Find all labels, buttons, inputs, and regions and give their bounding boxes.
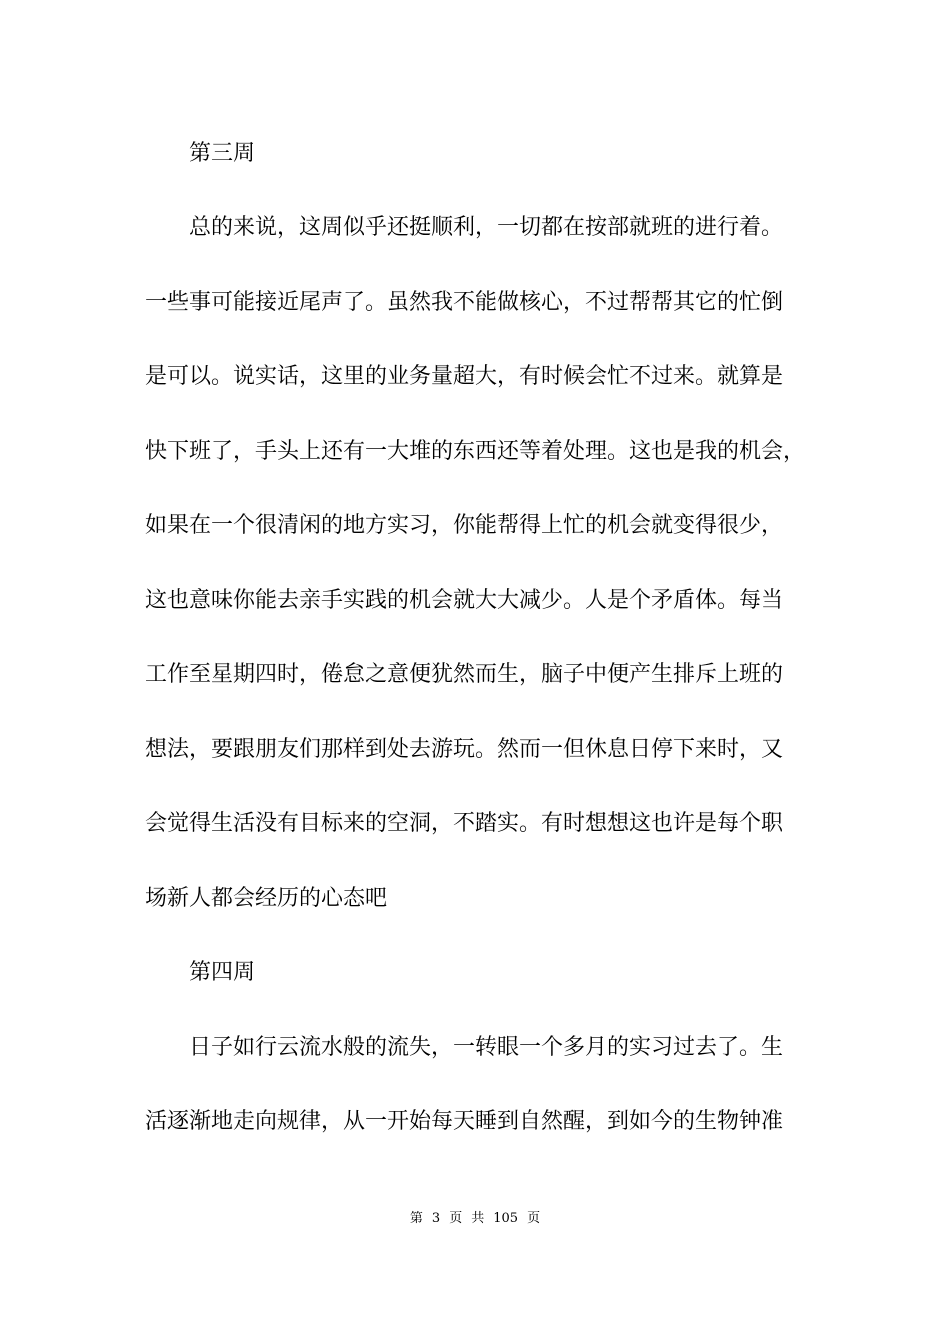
paragraph-line: 工作至星期四时，倦怠之意便犹然而生，脑子中便产生排斥上班的	[145, 662, 784, 687]
paragraph-line: 想法，要跟朋友们那样到处去游玩。然而一但休息日停下来时，又	[145, 737, 784, 762]
paragraph-line: 总的来说，这周似乎还挺顺利，一切都在按部就班的进行着。	[189, 215, 784, 240]
footer-total-pages: 105	[493, 1211, 519, 1226]
footer-label-di: 第	[409, 1211, 423, 1226]
paragraph-line: 这也意味你能去亲手实践的机会就大大减少。人是个矛盾体。每当	[145, 588, 784, 613]
paragraph-line: 场新人都会经历的心态吧	[145, 886, 388, 911]
paragraph-line: 是可以。说实话，这里的业务量超大，有时候会忙不过来。就算是	[145, 364, 784, 389]
footer-label-ye: 页	[527, 1211, 541, 1226]
paragraph-line: 活逐渐地走向规律，从一开始每天睡到自然醒，到如今的生物钟准	[145, 1109, 784, 1134]
paragraph-line: 日子如行云流水般的流失，一转眼一个多月的实习过去了。生	[189, 1035, 784, 1060]
page-footer	[0, 1209, 950, 1229]
heading-week-four: 第四周	[189, 960, 256, 985]
footer-current-page: 3	[431, 1211, 441, 1226]
footer-label-gong: 共	[471, 1211, 485, 1226]
paragraph-line: 如果在一个很清闲的地方实习，你能帮得上忙的机会就变得很少，	[145, 513, 784, 538]
heading-week-three: 第三周	[189, 141, 256, 166]
paragraph-line: 一些事可能接近尾声了。虽然我不能做核心，不过帮帮其它的忙倒	[145, 290, 784, 315]
footer-label-ye: 页	[449, 1211, 463, 1226]
paragraph-line: 快下班了，手头上还有一大堆的东西还等着处理。这也是我的机会，	[145, 439, 806, 464]
paragraph-line: 会觉得生活没有目标来的空洞，不踏实。有时想想这也许是每个职	[145, 811, 784, 836]
